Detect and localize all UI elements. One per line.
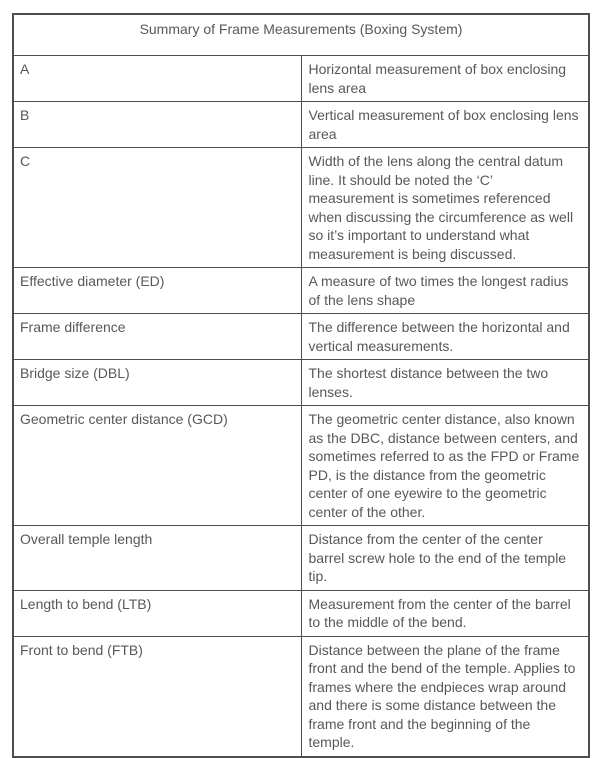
measurement-term: Bridge size (DBL) xyxy=(13,360,301,406)
table-body xyxy=(13,56,589,757)
measurement-term: Overall temple length xyxy=(13,526,301,591)
table-row xyxy=(13,56,589,102)
measurement-definition: Measurement from the center of the barrel to the middle of the bend. xyxy=(301,590,589,636)
table-row xyxy=(13,590,589,636)
table-row xyxy=(13,360,589,406)
measurement-term: C xyxy=(13,148,301,268)
table-row xyxy=(13,268,589,314)
measurement-definition: Distance from the center of the center barrel screw hole to the end of the temple tip. xyxy=(301,526,589,591)
table-row xyxy=(13,526,589,591)
table-row xyxy=(13,148,589,268)
measurement-term: Frame difference xyxy=(13,314,301,360)
measurement-definition: The difference between the horizontal and vertical measurements. xyxy=(301,314,589,360)
table-row xyxy=(13,102,589,148)
measurement-term: Geometric center distance (GCD) xyxy=(13,406,301,526)
measurement-definition: The geometric center distance, also known as the DBC, distance between centers, and sometimes referred to as the FPD or Frame PD, is the distance from the geometric center of one eyewire to the geometric center of the other. xyxy=(301,406,589,526)
frame-measurements-table xyxy=(12,13,590,758)
measurement-term: Length to bend (LTB) xyxy=(13,590,301,636)
measurement-term: Effective diameter (ED) xyxy=(13,268,301,314)
measurement-definition: Width of the lens along the central datum line. It should be noted the ‘C’ measurement is sometimes referenced when discussing the circumference as well so it’s important to understand what measurement is being discussed. xyxy=(301,148,589,268)
measurement-term: Front to bend (FTB) xyxy=(13,636,301,757)
table-row xyxy=(13,314,589,360)
measurement-definition: The shortest distance between the two lenses. xyxy=(301,360,589,406)
measurement-definition: A measure of two times the longest radius of the lens shape xyxy=(301,268,589,314)
measurement-term: A xyxy=(13,56,301,102)
table-header xyxy=(13,14,589,56)
table-title-row xyxy=(13,14,589,56)
table-row xyxy=(13,406,589,526)
table-title: Summary of Frame Measurements (Boxing System) xyxy=(13,14,589,56)
measurement-definition: Distance between the plane of the frame front and the bend of the temple. Applies to frames where the endpieces wrap around and there is some distance between the frame front and the beginning of the temple. xyxy=(301,636,589,757)
measurement-definition: Vertical measurement of box enclosing lens area xyxy=(301,102,589,148)
measurement-definition: Horizontal measurement of box enclosing lens area xyxy=(301,56,589,102)
measurement-term: B xyxy=(13,102,301,148)
table-row xyxy=(13,636,589,757)
